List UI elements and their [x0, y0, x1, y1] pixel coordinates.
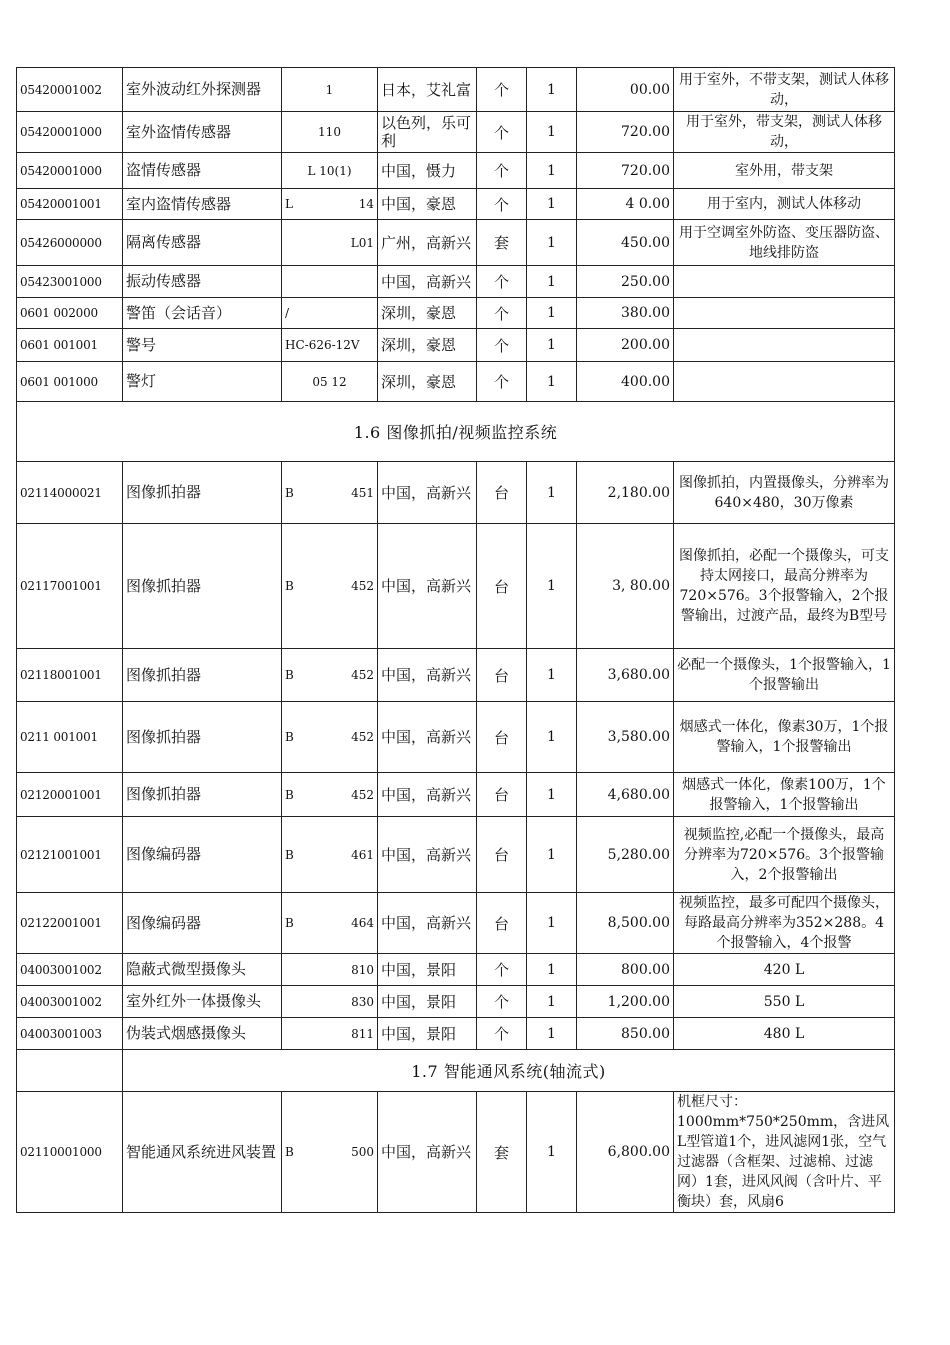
cell-qty: 1: [527, 1092, 577, 1213]
price-list-table: [16, 67, 895, 1213]
cell-price: 720.00: [577, 112, 674, 153]
cell-code: 05426000000: [17, 220, 123, 266]
cell-price: 00.00: [577, 68, 674, 112]
model-prefix: B: [285, 1145, 294, 1159]
cell-qty: 1: [527, 189, 577, 220]
cell-name: 警灯: [123, 362, 282, 402]
table-row: [17, 702, 895, 773]
cell-name: 图像编码器: [123, 893, 282, 954]
cell-unit: 套: [477, 1092, 527, 1213]
cell-qty: 1: [527, 68, 577, 112]
cell-unit: 个: [477, 362, 527, 402]
cell-name: 室内盗情传感器: [123, 189, 282, 220]
cell-name: 警号: [123, 329, 282, 362]
cell-name: 振动传感器: [123, 266, 282, 298]
cell-model: [282, 893, 378, 954]
cell-qty: 1: [527, 298, 577, 329]
section-title-1-6: 1.6 图像抓拍/视频监控系统: [17, 402, 895, 462]
cell-name: 图像抓拍器: [123, 649, 282, 702]
cell-code: 05420001000: [17, 153, 123, 189]
table-row: [17, 773, 895, 817]
cell-name: 警笛（会话音）: [123, 298, 282, 329]
section-empty-cell: [17, 1050, 123, 1092]
table-body-ventilation: [17, 1092, 895, 1213]
cell-origin: 中国，景阳: [378, 1018, 477, 1050]
cell-unit: 套: [477, 220, 527, 266]
cell-unit: 个: [477, 112, 527, 153]
cell-unit: 台: [477, 702, 527, 773]
cell-price: 400.00: [577, 362, 674, 402]
cell-note: [674, 362, 895, 402]
cell-model: [282, 702, 378, 773]
cell-code: 04003001002: [17, 986, 123, 1018]
cell-model: [282, 1092, 378, 1213]
model-number: 500: [351, 1145, 374, 1159]
cell-price: 4 0.00: [577, 189, 674, 220]
cell-note: 420 L: [674, 954, 895, 986]
cell-unit: 个: [477, 68, 527, 112]
cell-note: [674, 266, 895, 298]
cell-unit: 台: [477, 773, 527, 817]
cell-qty: 1: [527, 112, 577, 153]
cell-note: [674, 329, 895, 362]
table-row: [17, 220, 895, 266]
cell-qty: 1: [527, 220, 577, 266]
cell-origin: 中国，豪恩: [378, 189, 477, 220]
cell-code: 02118001001: [17, 649, 123, 702]
cell-origin: 中国，高新兴: [378, 773, 477, 817]
cell-price: 200.00: [577, 329, 674, 362]
cell-unit: 台: [477, 649, 527, 702]
model-number: 14: [358, 197, 374, 211]
cell-origin: 中国，景阳: [378, 954, 477, 986]
model-prefix: B: [285, 847, 294, 862]
cell-code: 04003001003: [17, 1018, 123, 1050]
cell-unit: 台: [477, 462, 527, 524]
cell-model: [282, 329, 378, 362]
cell-qty: 1: [527, 462, 577, 524]
cell-code: 05423001000: [17, 266, 123, 298]
cell-qty: 1: [527, 702, 577, 773]
cell-price: 850.00: [577, 1018, 674, 1050]
model-number: 110: [318, 125, 341, 139]
model-number: 452: [351, 787, 374, 802]
model-number: 830: [351, 994, 374, 1009]
cell-origin: 中国，高新兴: [378, 702, 477, 773]
cell-note: 图像抓拍，内置摄像头，分辨率为640×480，30万像素: [674, 462, 895, 524]
model-prefix: B: [285, 668, 294, 682]
cell-price: 3,580.00: [577, 702, 674, 773]
cell-code: 02117001001: [17, 524, 123, 649]
cell-model: [282, 298, 378, 329]
cell-note: 用于空调室外防盗、变压器防盗、地线排防盗: [674, 220, 895, 266]
cell-name: 图像抓拍器: [123, 462, 282, 524]
cell-origin: 中国，高新兴: [378, 266, 477, 298]
cell-origin: 以色列，乐可利: [378, 112, 477, 153]
cell-note: [674, 298, 895, 329]
table-row: [17, 329, 895, 362]
cell-qty: 1: [527, 954, 577, 986]
cell-model: [282, 220, 378, 266]
cell-model: [282, 817, 378, 893]
model-number: L01: [350, 235, 374, 250]
cell-origin: 深圳，豪恩: [378, 329, 477, 362]
table-row: [17, 266, 895, 298]
table-row: [17, 68, 895, 112]
cell-name: 室外红外一体摄像头: [123, 986, 282, 1018]
cell-price: 720.00: [577, 153, 674, 189]
model-prefix: B: [285, 916, 294, 930]
section-1-7: [17, 1050, 895, 1092]
cell-note: 480 L: [674, 1018, 895, 1050]
cell-origin: 中国，景阳: [378, 986, 477, 1018]
table-row: [17, 986, 895, 1018]
cell-origin: 广州，高新兴: [378, 220, 477, 266]
cell-qty: 1: [527, 362, 577, 402]
model-number: 811: [351, 1026, 374, 1041]
cell-model: [282, 773, 378, 817]
cell-unit: 台: [477, 524, 527, 649]
cell-note: 机框尺寸：1000mm*750*250mm，含进风L型管道1个，进风滤网1张，空气过滤器（含框架、过滤棉、过滤网）1套，进风风阀（含叶片、平衡块）套，风扇6: [674, 1092, 895, 1213]
model-prefix: B: [285, 730, 294, 744]
model-prefix: /: [285, 306, 290, 320]
cell-note: 室外用，带支架: [674, 153, 895, 189]
table-row: [17, 524, 895, 649]
cell-model: [282, 954, 378, 986]
cell-name: 图像抓拍器: [123, 702, 282, 773]
cell-qty: 1: [527, 986, 577, 1018]
cell-price: 800.00: [577, 954, 674, 986]
cell-model: [282, 986, 378, 1018]
cell-unit: 个: [477, 266, 527, 298]
cell-code: 02120001001: [17, 773, 123, 817]
cell-name: 伪装式烟感摄像头: [123, 1018, 282, 1050]
cell-price: 250.00: [577, 266, 674, 298]
cell-name: 隐蔽式微型摄像头: [123, 954, 282, 986]
cell-origin: 中国，高新兴: [378, 649, 477, 702]
cell-note: 用于室外，带支架，测试人体移动，: [674, 112, 895, 153]
model-number: 464: [351, 916, 374, 930]
table-body-sensors: [17, 68, 895, 402]
cell-qty: 1: [527, 773, 577, 817]
cell-name: 隔离传感器: [123, 220, 282, 266]
cell-note: 用于室内，测试人体移动: [674, 189, 895, 220]
cell-name: 室外波动红外探测器: [123, 68, 282, 112]
section-title-1-7: 1.7 智能通风系统(轴流式): [123, 1050, 895, 1092]
table-row: [17, 189, 895, 220]
table-row: [17, 362, 895, 402]
cell-note: 烟感式一体化，像素30万，1个报警输入，1个报警输出: [674, 702, 895, 773]
cell-model: [282, 524, 378, 649]
model-number: 1: [325, 82, 334, 97]
cell-origin: 中国，慑力: [378, 153, 477, 189]
cell-price: 2,180.00: [577, 462, 674, 524]
section-1-6: [17, 402, 895, 462]
model-prefix: B: [285, 485, 294, 500]
model-prefix: B: [285, 787, 294, 802]
cell-qty: 1: [527, 266, 577, 298]
cell-unit: 个: [477, 1018, 527, 1050]
cell-origin: 中国，高新兴: [378, 462, 477, 524]
model-number: 452: [351, 730, 374, 744]
cell-name: 盗情传感器: [123, 153, 282, 189]
cell-name: 室外盗情传感器: [123, 112, 282, 153]
cell-price: 450.00: [577, 220, 674, 266]
cell-note: 图像抓拍，必配一个摄像头，可支持太网接口，最高分辨率为720×576。3个报警输入，2个报警输出，过渡产品，最终为B型号: [674, 524, 895, 649]
cell-origin: 中国，高新兴: [378, 1092, 477, 1213]
cell-unit: 个: [477, 153, 527, 189]
table-row: [17, 1018, 895, 1050]
cell-unit: 个: [477, 986, 527, 1018]
cell-qty: 1: [527, 329, 577, 362]
cell-unit: 个: [477, 298, 527, 329]
cell-model: [282, 1018, 378, 1050]
model-number: 05 12: [312, 374, 347, 389]
cell-note: 必配一个摄像头，1个报警输入，1个报警输出: [674, 649, 895, 702]
cell-unit: 个: [477, 954, 527, 986]
model-number: 451: [351, 485, 374, 500]
table-row: [17, 1092, 895, 1213]
cell-price: 5,280.00: [577, 817, 674, 893]
model-number: 452: [351, 579, 374, 593]
cell-code: 0211 001001: [17, 702, 123, 773]
table-row: [17, 153, 895, 189]
cell-code: 0601 001000: [17, 362, 123, 402]
cell-price: 380.00: [577, 298, 674, 329]
model-number: L 10(1): [307, 163, 352, 178]
table-body-video: [17, 462, 895, 1050]
model-number: 452: [351, 668, 374, 682]
cell-unit: 个: [477, 189, 527, 220]
cell-unit: 台: [477, 893, 527, 954]
cell-note: 用于室外，不带支架，测试人体移动，: [674, 68, 895, 112]
model-number: 810: [351, 962, 374, 977]
cell-origin: 深圳，豪恩: [378, 298, 477, 329]
cell-qty: 1: [527, 524, 577, 649]
cell-code: 05420001002: [17, 68, 123, 112]
table-row: [17, 462, 895, 524]
cell-origin: 中国，高新兴: [378, 893, 477, 954]
cell-note: 视频监控，最多可配四个摄像头，每路最高分辨率为352×288。4个报警输入，4个报警: [674, 893, 895, 954]
cell-origin: 中国，高新兴: [378, 817, 477, 893]
cell-price: 3,680.00: [577, 649, 674, 702]
model-prefix: HC-626-12V: [285, 338, 360, 352]
cell-qty: 1: [527, 153, 577, 189]
cell-price: 8,500.00: [577, 893, 674, 954]
model-prefix: L: [285, 197, 293, 211]
cell-qty: 1: [527, 817, 577, 893]
table-row: [17, 893, 895, 954]
cell-model: [282, 362, 378, 402]
cell-code: 05420001001: [17, 189, 123, 220]
table-row: [17, 817, 895, 893]
cell-code: 0601 002000: [17, 298, 123, 329]
cell-code: 02122001001: [17, 893, 123, 954]
cell-model: [282, 462, 378, 524]
cell-origin: 日本，艾礼富: [378, 68, 477, 112]
table-row: [17, 298, 895, 329]
cell-price: 1,200.00: [577, 986, 674, 1018]
cell-model: [282, 649, 378, 702]
cell-note: 视频监控,必配一个摄像头，最高分辨率为720×576。3个报警输入，2个报警输出: [674, 817, 895, 893]
cell-price: 4,680.00: [577, 773, 674, 817]
cell-model: [282, 266, 378, 298]
cell-model: [282, 189, 378, 220]
cell-unit: 个: [477, 329, 527, 362]
cell-model: [282, 68, 378, 112]
cell-origin: 中国，高新兴: [378, 524, 477, 649]
cell-price: 3, 80.00: [577, 524, 674, 649]
cell-note: 烟感式一体化，像素100万，1个报警输入，1个报警输出: [674, 773, 895, 817]
model-number: 461: [351, 847, 374, 862]
table-row: [17, 112, 895, 153]
cell-code: 02114000021: [17, 462, 123, 524]
cell-code: 05420001000: [17, 112, 123, 153]
cell-name: 图像编码器: [123, 817, 282, 893]
cell-model: [282, 112, 378, 153]
cell-model: [282, 153, 378, 189]
cell-unit: 台: [477, 817, 527, 893]
cell-note: 550 L: [674, 986, 895, 1018]
cell-price: 6,800.00: [577, 1092, 674, 1213]
cell-origin: 深圳，豪恩: [378, 362, 477, 402]
cell-qty: 1: [527, 1018, 577, 1050]
cell-code: 04003001002: [17, 954, 123, 986]
table-row: [17, 649, 895, 702]
cell-name: 智能通风系统进风装置: [123, 1092, 282, 1213]
cell-code: 02110001000: [17, 1092, 123, 1213]
cell-code: 0601 001001: [17, 329, 123, 362]
model-prefix: B: [285, 579, 294, 593]
cell-name: 图像抓拍器: [123, 773, 282, 817]
cell-code: 02121001001: [17, 817, 123, 893]
table-row: [17, 954, 895, 986]
cell-name: 图像抓拍器: [123, 524, 282, 649]
cell-qty: 1: [527, 649, 577, 702]
cell-qty: 1: [527, 893, 577, 954]
